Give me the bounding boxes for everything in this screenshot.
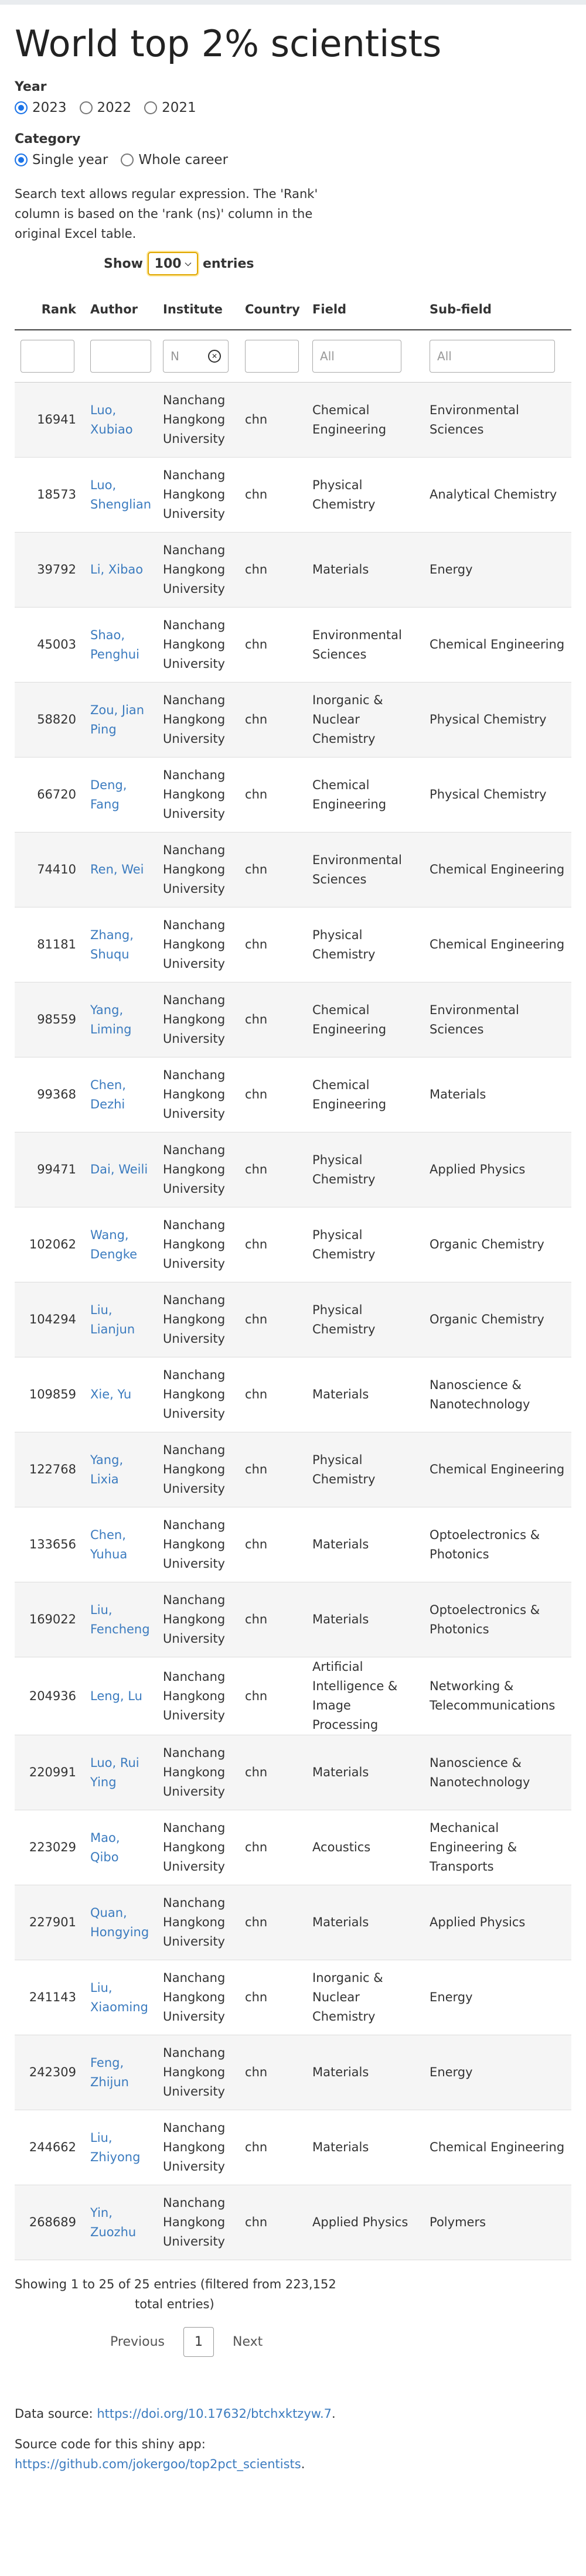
subfield-cell: Energy: [430, 1990, 473, 2004]
country-cell: chn: [245, 1312, 268, 1326]
author-link[interactable]: Liu, Lianjun: [90, 1302, 135, 1336]
institute-cell: Nanchang Hangkong University: [163, 993, 226, 1046]
country-cell: chn: [245, 1537, 268, 1551]
next-button[interactable]: Next: [232, 2335, 263, 2349]
data-source-end: .: [332, 2407, 336, 2421]
table-row: [15, 1432, 571, 1507]
institute-cell: Nanchang Hangkong University: [163, 468, 226, 521]
author-link[interactable]: Quan, Hongying: [90, 1905, 149, 1939]
author-cell: [84, 608, 157, 683]
subfield-cell: Optoelectronics & Photonics: [430, 1527, 540, 1561]
rank-cell: 81181: [37, 937, 76, 951]
institute-cell: Nanchang Hangkong University: [163, 1971, 226, 2024]
author-cell: [84, 1657, 157, 1735]
institute-cell: Nanchang Hangkong University: [163, 1593, 226, 1646]
top-bar: [0, 0, 586, 5]
institute-cell: Nanchang Hangkong University: [163, 1218, 226, 1271]
author-cell: [84, 1810, 157, 1885]
rank-cell: 66720: [37, 787, 76, 801]
country-cell: chn: [245, 1840, 268, 1854]
field-cell: Physical Chemistry: [312, 1302, 376, 1336]
subfield-cell: Chemical Engineering: [430, 1462, 565, 1476]
author-cell: [84, 1885, 157, 1960]
country-cell: chn: [245, 2065, 268, 2079]
year-radio-label: 2022: [97, 100, 132, 115]
filter-row: [15, 330, 571, 383]
table-info-line1: Showing 1 to 25 of 25 entries (filtered from 223,152: [15, 2277, 336, 2291]
field-cell: Applied Physics: [312, 2215, 408, 2229]
field-cell: Environmental Sciences: [312, 852, 402, 886]
author-link[interactable]: Luo, Xubiao: [90, 402, 133, 436]
table-row: [15, 1885, 571, 1960]
author-link[interactable]: Liu, Xiaoming: [90, 1980, 148, 2014]
rank-cell: 244662: [29, 2140, 76, 2154]
subfield-cell: Organic Chemistry: [430, 1237, 544, 1251]
author-cell: [84, 832, 157, 907]
author-cell: [84, 1735, 157, 1810]
rank-cell: 220991: [29, 1765, 76, 1779]
table-row: [15, 683, 571, 758]
subfield-cell: Physical Chemistry: [430, 712, 547, 726]
field-cell: Inorganic & Nuclear Chemistry: [312, 693, 383, 746]
table-row: [15, 1357, 571, 1432]
field-cell: Materials: [312, 1765, 369, 1779]
subfield-cell: Energy: [430, 2065, 473, 2079]
author-cell: [84, 1132, 157, 1207]
rank-cell: 104294: [29, 1312, 76, 1326]
country-cell: chn: [245, 1012, 268, 1026]
category-label: Category: [15, 132, 81, 146]
source-code-link[interactable]: https://github.com/jokergoo/top2pct_scientists: [15, 2457, 301, 2471]
rank-cell: 16941: [37, 412, 76, 427]
header-author[interactable]: Author: [84, 287, 157, 330]
header-country[interactable]: Country: [239, 287, 306, 330]
page-title: World top 2% scientists: [15, 22, 442, 65]
subfield-cell: Nanoscience & Nanotechnology: [430, 1755, 530, 1789]
radio-button-icon[interactable]: [15, 101, 28, 114]
chevron-down-icon: ⌵: [185, 259, 192, 268]
table-header-row: [15, 287, 571, 330]
field-cell: Materials: [312, 1915, 369, 1929]
rank-cell: 227901: [29, 1915, 76, 1929]
author-link[interactable]: Leng, Lu: [90, 1688, 142, 1703]
institute-cell: Nanchang Hangkong University: [163, 1821, 226, 1874]
author-link[interactable]: Chen, Yuhua: [90, 1527, 128, 1561]
radio-button-icon[interactable]: [80, 101, 93, 114]
field-cell: Materials: [312, 2065, 369, 2079]
year-radio-option[interactable]: [15, 100, 67, 115]
year-radio-option[interactable]: [80, 100, 132, 115]
author-cell: [84, 1207, 157, 1282]
table-row: [15, 2035, 571, 2110]
year-radio-label: 2023: [32, 100, 67, 115]
year-radio-label: 2021: [162, 100, 196, 115]
institute-cell: Nanchang Hangkong University: [163, 618, 226, 671]
institute-cell: Nanchang Hangkong University: [163, 1368, 226, 1421]
rank-cell: 74410: [37, 862, 76, 876]
author-cell: [84, 1432, 157, 1507]
rank-cell: 223029: [29, 1840, 76, 1854]
author-cell: [84, 1357, 157, 1432]
country-cell: chn: [245, 2140, 268, 2154]
author-cell: [84, 2185, 157, 2260]
country-cell: chn: [245, 1087, 268, 1101]
author-link[interactable]: Zou, Jian Ping: [90, 702, 145, 736]
author-link[interactable]: Deng, Fang: [90, 777, 127, 811]
field-cell: Physical Chemistry: [312, 1227, 376, 1261]
country-cell: chn: [245, 862, 268, 876]
author-link[interactable]: Ren, Wei: [90, 862, 144, 876]
country-filter-input[interactable]: [245, 340, 299, 373]
source-code-line: [15, 2434, 571, 2474]
table-row: [15, 907, 571, 982]
subfield-filter-select[interactable]: All: [430, 340, 555, 373]
page-1-button[interactable]: 1: [183, 2327, 214, 2357]
country-cell: chn: [245, 1688, 268, 1703]
rank-cell: 204936: [29, 1688, 76, 1703]
field-cell: Physical Chemistry: [312, 477, 376, 511]
author-link[interactable]: Dai, Weili: [90, 1162, 148, 1176]
subfield-cell: Environmental Sciences: [430, 1002, 519, 1036]
institute-cell: Nanchang Hangkong University: [163, 1143, 226, 1196]
field-cell: Materials: [312, 1537, 369, 1551]
author-link[interactable]: Zhang, Shuqu: [90, 927, 134, 961]
show-suffix: entries: [202, 256, 254, 271]
institute-filter-value: N: [171, 349, 180, 363]
header-institute[interactable]: Institute: [157, 287, 239, 330]
search-note: Search text allows regular expression. The 'Rank' column is based on the 'rank (ns)' column in the original Excel table.: [15, 187, 318, 241]
category-radio-label: Whole career: [138, 152, 229, 168]
field-cell: Physical Chemistry: [312, 1452, 376, 1486]
category-radio-group: [15, 152, 571, 168]
table-row: [15, 1735, 571, 1810]
field-cell: Materials: [312, 1387, 369, 1401]
radio-button-icon[interactable]: [144, 101, 157, 114]
table-row: [15, 1132, 571, 1207]
rank-cell: 242309: [29, 2065, 76, 2079]
field-cell: Acoustics: [312, 1840, 371, 1854]
table-row: [15, 982, 571, 1057]
rank-cell: 169022: [29, 1612, 76, 1626]
entries-select-value: 100: [154, 256, 182, 271]
year-radio-group: [15, 100, 571, 115]
subfield-cell: Chemical Engineering: [430, 862, 565, 876]
author-cell: [84, 2035, 157, 2110]
country-cell: chn: [245, 637, 268, 651]
year-radio-option[interactable]: [144, 100, 196, 115]
institute-cell: Nanchang Hangkong University: [163, 918, 226, 971]
author-cell: [84, 1282, 157, 1357]
author-link[interactable]: Wang, Dengke: [90, 1227, 138, 1261]
subfield-cell: Networking & Telecommunications: [430, 1679, 556, 1712]
author-link[interactable]: Liu, Zhiyong: [90, 2130, 141, 2164]
author-link[interactable]: Mao, Qibo: [90, 1830, 120, 1864]
author-cell: [84, 383, 157, 458]
source-code-label: Source code for this shiny app:: [15, 2437, 206, 2451]
table-row: [15, 1810, 571, 1885]
field-cell: Environmental Sciences: [312, 627, 402, 661]
pagination: [100, 2327, 571, 2357]
institute-cell: Nanchang Hangkong University: [163, 1068, 226, 1121]
table-row: [15, 383, 571, 458]
table-row: [15, 2110, 571, 2185]
rank-cell: 18573: [37, 487, 76, 501]
category-radio-option[interactable]: [15, 152, 108, 168]
header-field[interactable]: Field: [306, 287, 424, 330]
page-length-control: [15, 252, 571, 275]
author-cell: [84, 1507, 157, 1582]
subfield-cell: Optoelectronics & Photonics: [430, 1602, 540, 1636]
author-link[interactable]: Yang, Liming: [90, 1002, 132, 1036]
author-link[interactable]: Feng, Zhijun: [90, 2055, 129, 2089]
institute-cell: Nanchang Hangkong University: [163, 2046, 226, 2099]
field-cell: Physical Chemistry: [312, 1152, 376, 1186]
institute-cell: Nanchang Hangkong University: [163, 1293, 226, 1346]
header-subfield[interactable]: Sub-field: [424, 287, 571, 330]
field-filter-select[interactable]: All: [312, 340, 401, 373]
field-cell: Chemical Engineering: [312, 777, 387, 811]
author-cell: [84, 533, 157, 608]
scientists-table: [15, 287, 571, 2260]
country-cell: chn: [245, 562, 268, 576]
country-cell: chn: [245, 1990, 268, 2004]
entries-select[interactable]: [148, 252, 198, 275]
source-code-end: .: [301, 2457, 305, 2471]
table-row: [15, 1960, 571, 2035]
author-link[interactable]: Li, Xibao: [90, 562, 144, 576]
category-radio-option[interactable]: [121, 152, 228, 168]
table-row: [15, 458, 571, 533]
page-container: [0, 23, 586, 2474]
rank-cell: 133656: [29, 1537, 76, 1551]
subfield-cell: Materials: [430, 1087, 486, 1101]
subfield-cell: Physical Chemistry: [430, 787, 547, 801]
table-row: [15, 1582, 571, 1657]
country-cell: chn: [245, 712, 268, 726]
subfield-cell: Mechanical Engineering & Transports: [430, 1821, 517, 1874]
country-cell: chn: [245, 1915, 268, 1929]
table-row: [15, 1657, 571, 1735]
author-cell: [84, 982, 157, 1057]
subfield-cell: Chemical Engineering: [430, 937, 565, 951]
institute-cell: Nanchang Hangkong University: [163, 1669, 226, 1722]
table-row: [15, 608, 571, 683]
table-row: [15, 1207, 571, 1282]
table-info: [15, 2274, 571, 2314]
author-cell: [84, 2110, 157, 2185]
radio-button-icon[interactable]: [121, 153, 134, 166]
rank-cell: 99368: [37, 1087, 76, 1101]
rank-cell: 58820: [37, 712, 76, 726]
field-cell: Materials: [312, 562, 369, 576]
table-row: [15, 1282, 571, 1357]
rank-cell: 109859: [29, 1387, 76, 1401]
previous-button[interactable]: Previous: [110, 2335, 165, 2349]
author-cell: [84, 683, 157, 758]
header-rank[interactable]: Rank: [15, 287, 84, 330]
author-cell: [84, 458, 157, 533]
country-cell: chn: [245, 1387, 268, 1401]
institute-cell: Nanchang Hangkong University: [163, 768, 226, 821]
field-cell: Physical Chemistry: [312, 927, 376, 961]
author-link[interactable]: Chen, Dezhi: [90, 1077, 126, 1111]
country-cell: chn: [245, 1237, 268, 1251]
subfield-cell: Analytical Chemistry: [430, 487, 557, 501]
field-cell: Chemical Engineering: [312, 1002, 387, 1036]
author-cell: [84, 907, 157, 982]
table-row: [15, 832, 571, 907]
author-cell: [84, 1960, 157, 2035]
country-cell: chn: [245, 1462, 268, 1476]
table-row: [15, 758, 571, 832]
institute-cell: Nanchang Hangkong University: [163, 1896, 226, 1949]
field-cell: Inorganic & Nuclear Chemistry: [312, 1971, 383, 2024]
institute-cell: Nanchang Hangkong University: [163, 393, 226, 446]
category-radio-label: Single year: [32, 152, 108, 168]
subfield-cell: Applied Physics: [430, 1162, 526, 1176]
author-cell: [84, 1057, 157, 1132]
footer: [15, 2404, 571, 2474]
country-cell: chn: [245, 787, 268, 801]
subfield-cell: Organic Chemistry: [430, 1312, 544, 1326]
country-cell: chn: [245, 1162, 268, 1176]
institute-cell: Nanchang Hangkong University: [163, 1443, 226, 1496]
institute-cell: Nanchang Hangkong University: [163, 1518, 226, 1571]
subfield-cell: Chemical Engineering: [430, 2140, 565, 2154]
table-row: [15, 1507, 571, 1582]
author-link[interactable]: Shao, Penghui: [90, 627, 139, 661]
rank-cell: 268689: [29, 2215, 76, 2229]
table-info-line2: total entries): [135, 2297, 214, 2311]
data-source-link[interactable]: https://doi.org/10.17632/btchxktzyw.7: [97, 2407, 332, 2421]
country-cell: chn: [245, 1765, 268, 1779]
rank-cell: 98559: [37, 1012, 76, 1026]
author-cell: [84, 758, 157, 832]
data-source-line: [15, 2404, 571, 2424]
radio-button-icon[interactable]: [15, 153, 28, 166]
subfield-cell: Chemical Engineering: [430, 637, 565, 651]
country-cell: chn: [245, 1612, 268, 1626]
table-row: [15, 533, 571, 608]
rank-cell: 241143: [29, 1990, 76, 2004]
clear-filter-icon[interactable]: ✕: [208, 350, 221, 363]
author-link[interactable]: Luo, Shenglian: [90, 477, 152, 511]
table-row: [15, 2185, 571, 2260]
institute-cell: Nanchang Hangkong University: [163, 1746, 226, 1799]
country-cell: chn: [245, 412, 268, 427]
author-link[interactable]: Xie, Yu: [90, 1387, 132, 1401]
rank-cell: 102062: [29, 1237, 76, 1251]
country-cell: chn: [245, 487, 268, 501]
institute-cell: Nanchang Hangkong University: [163, 843, 226, 896]
rank-cell: 99471: [37, 1162, 76, 1176]
rank-cell: 122768: [29, 1462, 76, 1476]
author-link[interactable]: Yang, Lixia: [90, 1452, 124, 1486]
author-link[interactable]: Yin, Zuozhu: [90, 2205, 137, 2239]
field-cell: Materials: [312, 1612, 369, 1626]
institute-cell: Nanchang Hangkong University: [163, 2196, 226, 2249]
institute-cell: Nanchang Hangkong University: [163, 2121, 226, 2174]
table-row: [15, 1057, 571, 1132]
show-prefix: Show: [104, 256, 143, 271]
author-filter-input[interactable]: [90, 340, 151, 373]
country-cell: chn: [245, 2215, 268, 2229]
rank-cell: 45003: [37, 637, 76, 651]
subfield-cell: Polymers: [430, 2215, 486, 2229]
subfield-cell: Environmental Sciences: [430, 402, 519, 436]
subfield-cell: Energy: [430, 562, 473, 576]
data-source-label: Data source:: [15, 2407, 97, 2421]
subfield-cell: Nanoscience & Nanotechnology: [430, 1377, 530, 1411]
field-cell: Chemical Engineering: [312, 402, 387, 436]
institute-filter-input[interactable]: [163, 340, 229, 373]
year-label: Year: [15, 80, 47, 94]
rank-filter-input[interactable]: [21, 340, 74, 373]
field-cell: Artificial Intelligence & Image Processing: [312, 1660, 398, 1732]
institute-cell: Nanchang Hangkong University: [163, 543, 226, 596]
subfield-cell: Applied Physics: [430, 1915, 526, 1929]
author-cell: [84, 1582, 157, 1657]
field-cell: Chemical Engineering: [312, 1077, 387, 1111]
author-link[interactable]: Liu, Fencheng: [90, 1602, 150, 1636]
country-cell: chn: [245, 937, 268, 951]
rank-cell: 39792: [37, 562, 76, 576]
author-link[interactable]: Luo, Rui Ying: [90, 1755, 139, 1789]
institute-cell: Nanchang Hangkong University: [163, 693, 226, 746]
field-cell: Materials: [312, 2140, 369, 2154]
